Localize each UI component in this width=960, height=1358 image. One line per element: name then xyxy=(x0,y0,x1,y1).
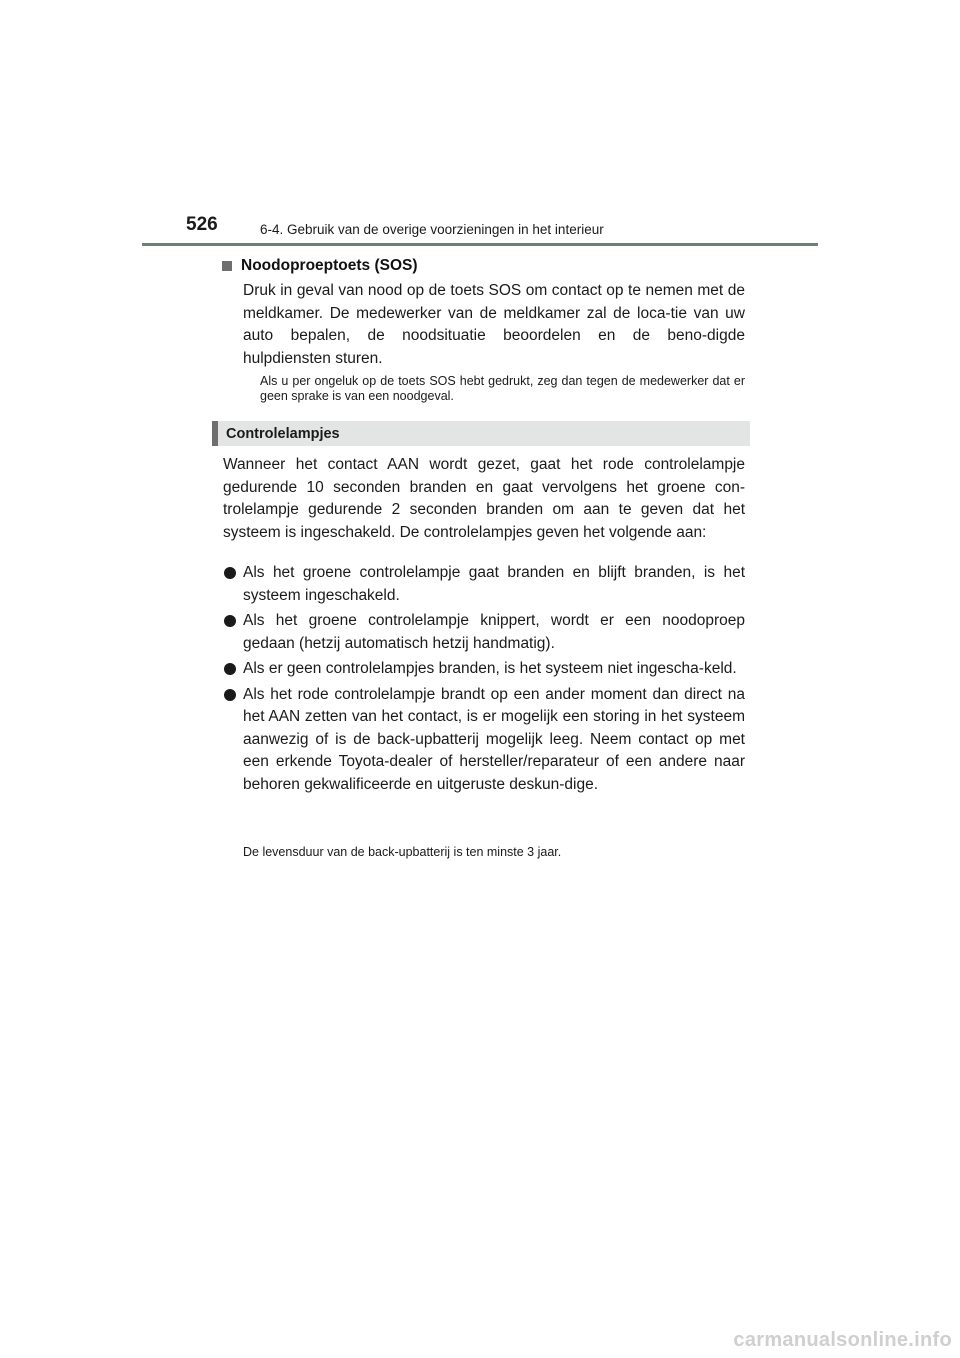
page-number: 526 xyxy=(186,214,218,235)
header-divider xyxy=(142,243,818,246)
sos-note: Als u per ongeluk op de toets SOS hebt gedrukt, zeg dan tegen de medewerker dat er geen sprake is van een noodgeval. xyxy=(260,374,745,403)
indicator-bullet-list xyxy=(223,562,745,799)
bullet-dot-icon xyxy=(224,663,236,675)
battery-note: De levensduur van de back-upbatterij is ten minste 3 jaar. xyxy=(243,845,562,859)
list-item-text: Als het groene controlelampje knippert, wordt er een noodoproep gedaan (hetzij automatisch hetzij handmatig). xyxy=(243,612,745,652)
list-item-text: Als het rode controlelampje brandt op een ander moment dan direct na het AAN zetten van het contact, is er mogelijk een storing in het systeem aanwezig of is de back-upbatterij mogelijk leeg. Neem contact op met een erkende Toyota-dealer of hersteller/reparateur of een andere naar behoren gekwalificeerde en uitgeruste deskun-dige. xyxy=(243,685,745,793)
bullet-dot-icon xyxy=(224,615,236,627)
bullet-dot-icon xyxy=(224,567,236,579)
sos-subheading-text: Noodoproeptoets (SOS) xyxy=(241,257,418,274)
section-heading-controlelampjes xyxy=(212,421,750,446)
section-heading-text: Controlelampjes xyxy=(226,425,340,442)
list-item xyxy=(223,658,745,681)
watermark: carmanualsonline.info xyxy=(733,1329,952,1351)
list-item-text: Als het groene controlelampje gaat branden en blijft branden, is het systeem ingeschakeld. xyxy=(243,564,745,604)
indicators-intro: Wanneer het contact AAN wordt gezet, gaat het rode controlelampje gedurende 10 seconden branden en gaat vervolgens het groene con-trolelampje gedurende 2 seconden branden om aan te geven dat het systeem is ingeschakeld. De controlelampjes geven het volgende aan: xyxy=(223,456,745,541)
square-bullet-icon xyxy=(222,261,232,271)
list-item xyxy=(223,610,745,655)
list-item-text: Als er geen controlelampjes branden, is het systeem niet ingescha-keld. xyxy=(243,660,737,677)
chapter-title: 6-4. Gebruik van de overige voorzieningen in het interieur xyxy=(260,222,604,237)
sos-subheading xyxy=(222,257,418,275)
sos-paragraph: Druk in geval van nood op de toets SOS om contact op te nemen met de meldkamer. De medewerker van de meldkamer zal de loca-tie van uw auto bepalen, de noodsituatie beoordelen en de beno-digde hulpdiensten sturen. xyxy=(243,282,745,367)
list-item xyxy=(223,562,745,607)
list-item xyxy=(223,684,745,797)
bullet-dot-icon xyxy=(224,689,236,701)
